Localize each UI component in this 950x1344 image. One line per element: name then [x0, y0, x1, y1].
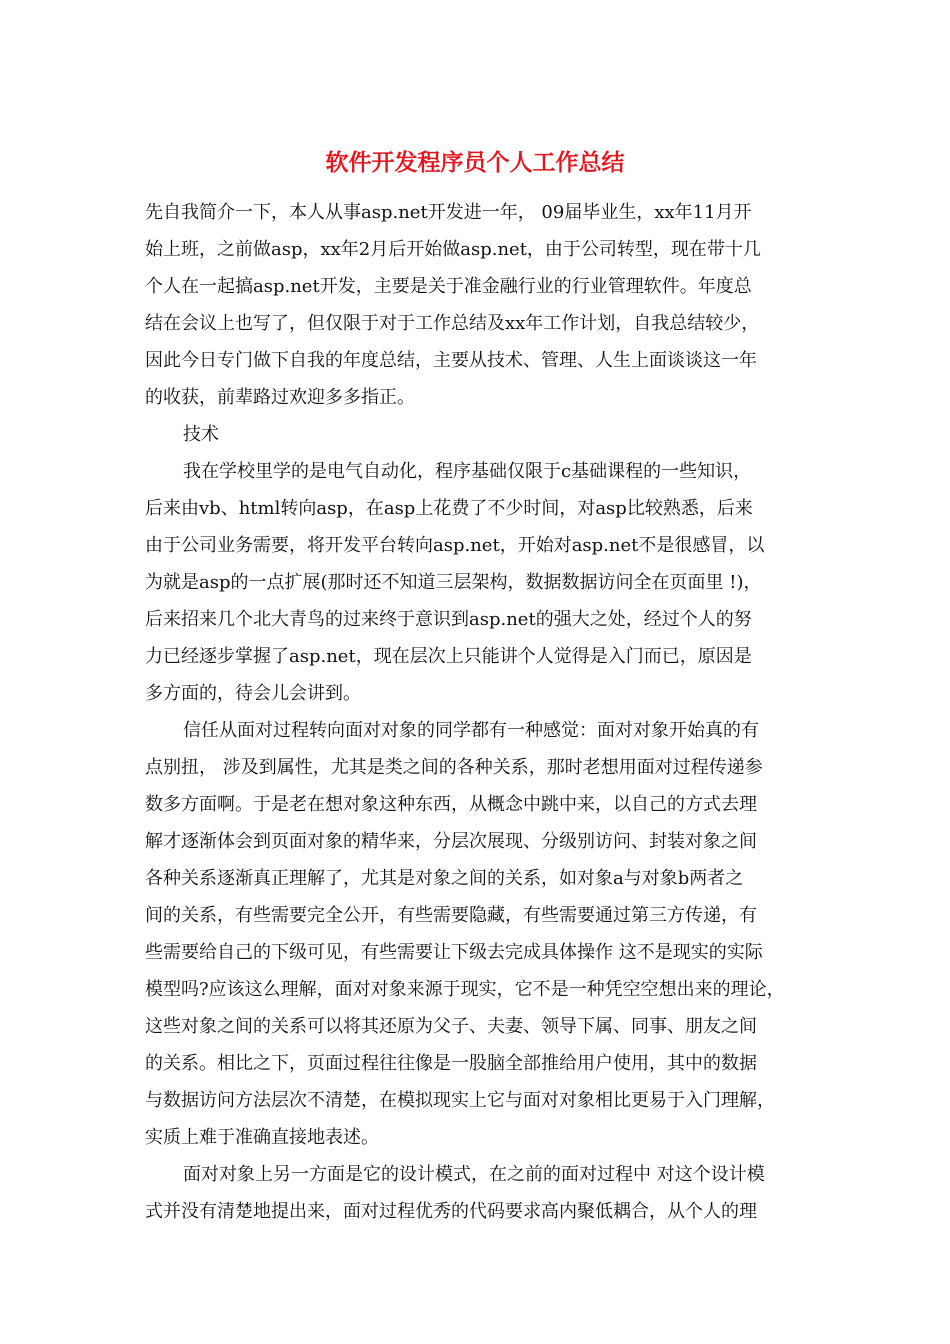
text-line: 与数据访问方法层次不清楚，在模拟现实上它与面对对象相比更易于入门理解， [145, 1090, 775, 1111]
text-line: 后来招来几个北大青鸟的过来终于意识到asp.net的强大之处，经过个人的努 [145, 609, 752, 630]
text-line: 式并没有清楚地提出来，面对过程优秀的代码要求高内聚低耦合，从个人的理 [145, 1201, 757, 1222]
text-line: 我在学校里学的是电气自动化，程序基础仅限于c基础课程的一些知识， [183, 461, 752, 482]
text-line: 结在会议上也写了，但仅限于对于工作总结及xx年工作计划，自我总结较少， [145, 313, 760, 334]
text-line: 模型吗?应该这么理解，面对对象来源于现实，它不是一种凭空空想出来的理论， [145, 979, 785, 1000]
document-body [145, 194, 815, 1230]
text-line: 解才逐渐体会到页面对象的精华来，分层次展现、分级别访问、封装对象之间 [145, 831, 757, 852]
text-line: 多方面的，待会儿会讲到。 [145, 683, 361, 704]
text-line: 先自我简介一下，本人从事asp.net开发进一年， 09届毕业生，xx年11月开 [145, 202, 752, 223]
text-line: 实质上难于准确直接地表述。 [145, 1127, 379, 1148]
text-line: 数多方面啊。于是老在想对象这种东西，从概念中跳中来，以自己的方式去理 [145, 794, 757, 815]
document-title: 软件开发程序员个人工作总结 [325, 150, 625, 176]
text-line: 由于公司业务需要，将开发平台转向asp.net，开始对asp.net不是很感冒，以 [145, 535, 765, 556]
text-line: 间的关系，有些需要完全公开，有些需要隐藏，有些需要通过第三方传递，有 [145, 905, 757, 926]
text-line: 后来由vb、html转向asp，在asp上花费了不少时间，对asp比较熟悉，后来 [145, 498, 753, 519]
text-line: 技术 [183, 424, 219, 445]
text-line: 点别扭， 涉及到属性，尤其是类之间的各种关系，那时老想用面对过程传递参 [145, 757, 763, 778]
text-line: 各种关系逐渐真正理解了，尤其是对象之间的关系，如对象a与对象b两者之 [145, 868, 744, 889]
text-line: 因此今日专门做下自我的年度总结，主要从技术、管理、人生上面谈谈这一年 [145, 350, 757, 371]
text-line: 始上班，之前做asp，xx年2月后开始做asp.net，由于公司转型，现在带十几 [145, 239, 761, 260]
text-line: 面对对象上另一方面是它的设计模式，在之前的面对过程中 对这个设计模 [183, 1164, 765, 1185]
text-line: 的收获，前辈路过欢迎多多指正。 [145, 387, 415, 408]
text-line: 这些对象之间的关系可以将其还原为父子、夫妻、领导下属、同事、朋友之间 [145, 1016, 757, 1037]
text-line: 些需要给自己的下级可见，有些需要让下级去完成具体操作 这不是现实的实际 [145, 942, 763, 963]
text-line: 的关系。相比之下，页面过程往往像是一股脑全部推给用户使用，其中的数据 [145, 1053, 757, 1074]
text-line: 信任从面对过程转向面对对象的同学都有一种感觉：面对对象开始真的有 [183, 720, 759, 741]
text-line: 个人在一起搞asp.net开发，主要是关于准金融行业的行业管理软件。年度总 [145, 276, 752, 297]
text-line: 为就是asp的一点扩展(那时还不知道三层架构，数据数据访问全在页面里 !)， [145, 572, 762, 593]
text-line: 力已经逐步掌握了asp.net，现在层次上只能讲个人觉得是入门而已，原因是 [145, 646, 752, 667]
